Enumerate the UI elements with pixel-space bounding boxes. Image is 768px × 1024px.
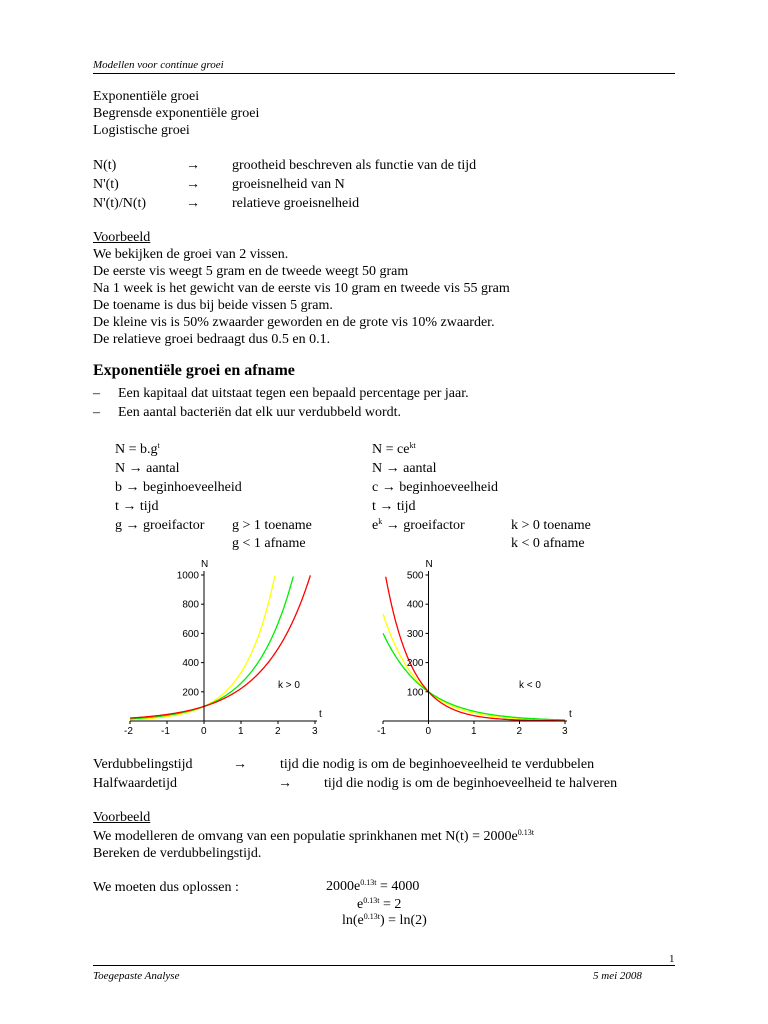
example-1 — [93, 229, 510, 348]
model-line: N → aantal — [372, 461, 437, 476]
chart-annotation: k > 0 — [278, 680, 300, 691]
time-term: Halfwaardetijd — [93, 776, 177, 791]
series-line — [130, 577, 293, 719]
condition-text: g > 1 toename — [232, 518, 312, 533]
definition-term: N(t) — [93, 158, 117, 173]
formula-text: N = ce — [372, 442, 410, 457]
model-line: t → tijd — [372, 499, 416, 514]
equation-exponent: 0.13t — [360, 878, 377, 887]
model-line: N → aantal — [115, 461, 180, 476]
solve-label: We moeten dus oplossen : — [93, 880, 239, 895]
x-axis-label: t — [569, 709, 572, 720]
formula-exponent: t — [157, 441, 160, 450]
x-tick-label: 0 — [425, 726, 432, 737]
y-tick-label: 1000 — [176, 570, 199, 582]
equation-text: e — [357, 897, 364, 912]
x-tick-label: 3 — [312, 726, 318, 737]
intro-item: Logistische groei — [93, 123, 190, 138]
condition-text: k > 0 toename — [511, 518, 591, 533]
y-tick-label: 400 — [182, 658, 199, 670]
equation — [357, 896, 401, 913]
definition-term: N'(t) — [93, 177, 119, 192]
footer-left: Toegepaste Analyse — [93, 970, 180, 982]
x-tick-label: 0 — [201, 726, 207, 737]
decay-chart — [375, 555, 595, 740]
example-exponent: 0.13t — [517, 828, 534, 837]
dash-marker: – — [93, 405, 100, 420]
growth-text: → groeifactor — [382, 518, 465, 533]
definition-row — [93, 195, 360, 212]
series-line — [386, 577, 565, 721]
model-line: c → beginhoeveelheid — [372, 480, 498, 495]
example-line: De kleine vis is 50% zwaarder geworden en de grote vis 10% zwaarder. — [93, 315, 495, 330]
definition-desc: relatieve groeisnelheid — [232, 196, 360, 211]
example-line: De eerste vis weegt 5 gram en de tweede weegt 50 gram — [93, 264, 409, 279]
section-heading: Exponentiële groei en afname — [93, 362, 295, 379]
running-header: Modellen voor continue groei — [93, 59, 224, 71]
example-heading: Voorbeeld — [93, 810, 151, 825]
definition-term: N'(t)/N(t) — [93, 196, 147, 211]
equation-text: 2000e — [326, 879, 361, 894]
y-tick-label: 400 — [406, 599, 424, 611]
equation-exponent: 0.13t — [363, 896, 380, 905]
bullet-item — [93, 404, 401, 421]
x-tick-label: -2 — [124, 726, 133, 737]
growth-exponent: k — [378, 517, 383, 526]
growth-chart — [120, 555, 340, 740]
y-tick-label: 100 — [406, 687, 424, 699]
y-tick-label: 200 — [406, 658, 424, 670]
series-line — [130, 576, 275, 720]
x-tick-label: 3 — [562, 726, 568, 737]
definition-desc: groeisnelheid van N — [232, 177, 345, 192]
footer-rule — [93, 965, 675, 966]
definition-desc: grootheid beschreven als functie van de tijd — [232, 158, 477, 173]
arrow-icon: → — [233, 757, 247, 772]
y-axis-label: N — [425, 559, 433, 570]
time-desc: tijd die nodig is om de beginhoeveelheid te verdubbelen — [280, 757, 595, 772]
model-line: g → groeifactor — [115, 518, 205, 533]
arrow-icon: → — [186, 177, 200, 192]
y-tick-label: 300 — [406, 628, 424, 640]
formula-left — [115, 441, 160, 458]
time-term: Verdubbelingstijd — [93, 757, 193, 772]
time-definition — [93, 756, 595, 773]
example-line: Bereken de verdubbelingstijd. — [93, 846, 262, 861]
y-tick-label: 200 — [182, 687, 199, 699]
example-heading: Voorbeeld — [93, 230, 151, 245]
x-tick-label: -1 — [377, 726, 386, 737]
intro-list — [93, 88, 259, 139]
y-tick-label: 500 — [406, 570, 424, 582]
header-rule — [93, 73, 675, 74]
x-tick-label: -1 — [161, 726, 170, 737]
footer-right: 5 mei 2008 — [593, 970, 642, 982]
example-line: De toename is dus bij beide vissen 5 gram. — [93, 298, 333, 313]
definition-row — [93, 157, 477, 174]
formula-text: N = b.g — [115, 442, 158, 457]
example-line: We bekijken de groei van 2 vissen. — [93, 247, 289, 262]
equation — [342, 912, 427, 929]
arrow-icon: → — [278, 776, 292, 791]
example-line: Na 1 week is het gewicht van de eerste vis 10 gram en tweede vis 55 gram — [93, 281, 510, 296]
y-tick-label: 600 — [182, 628, 199, 640]
x-tick-label: 1 — [238, 726, 244, 737]
page-number: 1 — [669, 953, 675, 965]
example-text: We modelleren de omvang van een populatie sprinkhanen met N(t) = 2000e — [93, 829, 518, 844]
y-tick-label: 800 — [182, 599, 199, 611]
y-axis-label: N — [201, 559, 209, 570]
formula-exponent: kt — [409, 441, 416, 450]
definition-row — [93, 176, 345, 193]
dash-marker: – — [93, 386, 100, 401]
example-line — [93, 828, 534, 845]
growth-base: e — [372, 518, 379, 533]
arrow-icon: → — [186, 196, 200, 211]
x-tick-label: 2 — [275, 726, 281, 737]
intro-item: Exponentiële groei — [93, 89, 200, 104]
equation-text: ln(e — [342, 913, 364, 928]
equation-exponent: 0.13t — [363, 912, 380, 921]
bullet-text: Een aantal bacteriën dat elk uur verdubbeld wordt. — [118, 405, 401, 420]
model-line: b → beginhoeveelheid — [115, 480, 242, 495]
x-tick-label: 1 — [471, 726, 477, 737]
arrow-icon: → — [186, 158, 200, 173]
formula-right — [372, 441, 416, 458]
series-line — [383, 633, 565, 720]
equation — [326, 878, 419, 895]
model-line: t → tijd — [115, 499, 159, 514]
chart-annotation: k < 0 — [519, 680, 541, 691]
example-line: De relatieve groei bedraagt dus 0.5 en 0.1. — [93, 332, 331, 347]
x-axis-label: t — [319, 709, 322, 720]
condition-text: g < 1 afname — [232, 536, 306, 551]
intro-item: Begrensde exponentiële groei — [93, 106, 260, 121]
condition-text: k < 0 afname — [511, 536, 585, 551]
time-desc: tijd die nodig is om de beginhoeveelheid te halveren — [324, 776, 618, 791]
time-definition — [93, 775, 618, 792]
equation-text: = 4000 — [376, 879, 420, 894]
x-tick-label: 2 — [516, 726, 523, 737]
bullet-item — [93, 385, 469, 402]
equation-text: = 2 — [379, 897, 402, 912]
model-line — [372, 517, 465, 534]
equation-text: ) = ln(2) — [380, 913, 427, 928]
bullet-text: Een kapitaal dat uitstaat tegen een bepaald percentage per jaar. — [118, 386, 469, 401]
